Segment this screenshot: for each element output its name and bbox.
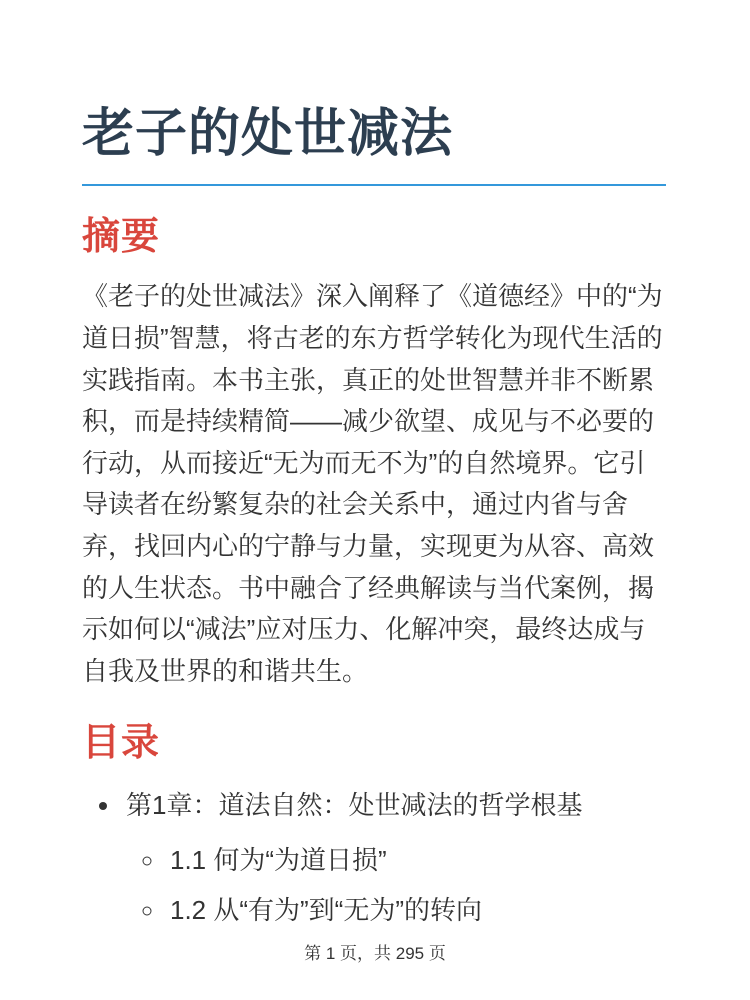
toc-section-item (166, 890, 666, 932)
toc-list (82, 785, 666, 932)
toc-section-label: 1.1 何为“为道日损” (170, 845, 387, 876)
page-title: 老子的处世减法 (82, 102, 666, 186)
toc-chapter-label: 第1章：道法自然：处世减法的哲学根基 (126, 789, 583, 820)
abstract-paragraph: 《老子的处世减法》深入阐释了《道德经》中的“为道日损”智慧，将古老的东方哲学转化为现代生活的实践指南。本书主张，真正的处世智慧并非不断累积，而是持续精简——减少欲望、成见与不必要的行动，从而接近“无为而无不为”的自然境界。它引导读者在纷繁复杂的社会关系中，通过内省与舍弃，找回内心的宁静与力量，实现更为从容、高效的人生状态。书中融合了经典解读与当代案例，揭示如何以“减法”应对压力、化解冲突，最终达成与自我及世界的和谐共生。 (82, 281, 663, 686)
abstract-heading: 摘要 (82, 216, 161, 258)
toc-heading: 目录 (82, 722, 161, 765)
toc-section-label: 1.2 从“有为”到“无为”的转向 (170, 894, 483, 925)
page-number-footer: 第 1 页，共 295 页 (304, 943, 446, 963)
toc-chapter-item (122, 785, 666, 932)
toc-section-item (166, 840, 666, 882)
toc-sublist (126, 840, 666, 931)
